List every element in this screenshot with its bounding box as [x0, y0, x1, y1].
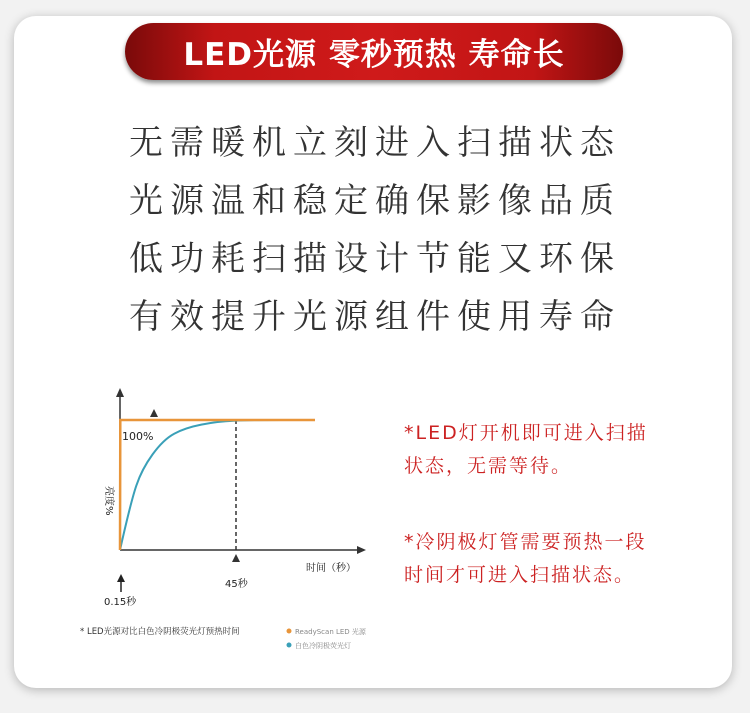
banner-title: LED光源 零秒预热 寿命长: [183, 37, 565, 73]
mark-45-arrow-icon: [232, 554, 240, 562]
feature-line: 光源温和稳定确保影像品质: [129, 181, 621, 221]
note-led: [404, 417, 704, 483]
warmup-chart: [70, 388, 390, 658]
note-led-line1: *LED灯开机即可进入扫描: [404, 422, 648, 444]
note-led-line2: 状态，无需等待。: [404, 455, 573, 477]
marker-arrow-icon: [150, 409, 158, 417]
feature-list: [0, 114, 750, 346]
y-axis-label: 亮度%: [103, 486, 114, 516]
feature-line: 无需暖机立刻进入扫描状态: [129, 123, 621, 163]
title-banner: [125, 23, 623, 80]
feature-line: 低功耗扫描设计节能又环保: [129, 239, 621, 279]
legend-ccfl-swatch: [287, 643, 292, 648]
note-ccfl-line2: 时间才可进入扫描状态。: [404, 564, 636, 586]
label-100: 100%: [122, 430, 154, 443]
mark-015-arrow-icon: [117, 574, 125, 582]
x-axis-arrow: [357, 546, 366, 554]
note-ccfl-line1: *冷阴极灯管需要预热一段: [404, 531, 647, 553]
legend-led-label: ReadyScan LED 光源: [295, 628, 366, 636]
legend-led-swatch: [287, 629, 292, 634]
feature-line: 有效提升光源组件使用寿命: [129, 297, 621, 337]
legend-ccfl-label: 白色冷阴极荧光灯: [295, 642, 351, 650]
chart-caption: * LED光源对比白色冷阴极荧光灯预热时间: [80, 627, 240, 637]
mark-015-label: 0.15秒: [104, 597, 137, 608]
x-axis-label: 时间（秒）: [306, 563, 356, 574]
mark-45-label: 45秒: [225, 579, 248, 590]
y-axis-arrow: [116, 388, 124, 397]
note-ccfl: [404, 526, 704, 592]
